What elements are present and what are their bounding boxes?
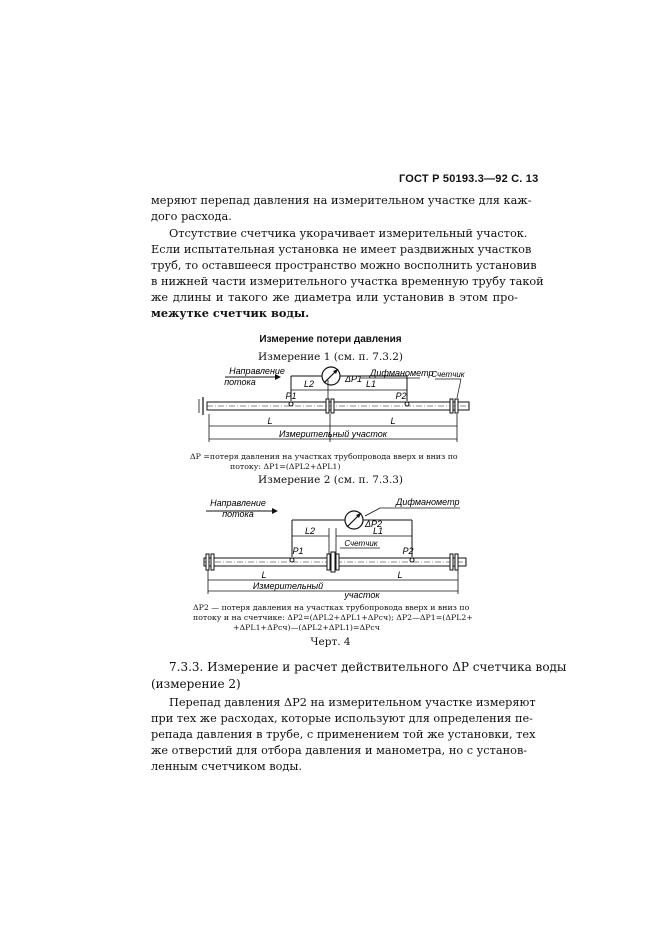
dim-L: L (390, 416, 396, 426)
meter-label: Счетчик (344, 539, 378, 548)
figure-label: Черт. 4 (310, 636, 351, 648)
manometer-label: Дифманометр (370, 368, 434, 378)
paragraph-line: же отверстий для отбора давления и манометра, но с установ- (151, 744, 528, 757)
tap-P1: P1 (292, 546, 304, 556)
figure-caption-2: Измерение 2 (см. п. 7.3.3) (257, 474, 404, 486)
paragraph-line: меряют перепад давления на измерительном участке для каж- (151, 194, 532, 207)
flow-label: потока (222, 509, 254, 519)
paragraph-line: репада давления в трубе, с применением той же установки, тех (151, 728, 536, 741)
figure-note: потоку и на счетчике: ΔP2=(ΔPL2+ΔPL1+ΔPсч); ΔP2—ΔP1=(ΔPL2+ (193, 613, 473, 622)
dim-L1: L1 (365, 379, 377, 389)
tap-P2: P2 (402, 546, 414, 556)
paragraph-line: дого расхода. (151, 210, 232, 223)
figure-note: +ΔPL1+ΔPсч)—(ΔPL2+ΔPL1)=ΔPсч (233, 623, 380, 632)
dim-L2: L2 (303, 379, 315, 389)
figure-title: Измерение потери давления (259, 334, 402, 345)
section-label: Измерительный участок (278, 429, 388, 439)
meter-label: Счетчик (431, 370, 465, 379)
paragraph-line: при тех же расходах, которые используют для определения пе- (151, 712, 533, 725)
flow-label: Направление (229, 366, 285, 376)
measurement-1-diagram (195, 366, 475, 450)
paragraph-line: Если испытательная установка не имеет раздвижных участков (151, 243, 532, 256)
dim-L1: L1 (372, 526, 384, 536)
paragraph-line: в нижней части измерительного участка временную трубу такой (151, 275, 544, 288)
figure-caption-1: Измерение 1 (см. п. 7.3.2) (257, 351, 404, 363)
figure-note: ΔP2 — потеря давления на участках трубопровода вверх и вниз по (193, 603, 470, 612)
paragraph-line: межутке счетчик воды. (151, 306, 310, 320)
flow-label: потока (224, 377, 256, 387)
dp-label: ΔP2 (365, 519, 383, 529)
dim-L: L (397, 570, 403, 580)
page-header: ГОСТ Р 50193.3—92 С. 13 (399, 173, 539, 185)
paragraph-line: труб, то оставшееся пространство можно восполнить установив (151, 259, 537, 272)
figure-note: ΔP =потеря давления на участках трубопровода вверх и вниз по (190, 452, 458, 461)
dp-label: ΔP1 (345, 374, 363, 384)
measurement-2-diagram (200, 494, 475, 600)
flow-label: Направление (210, 498, 266, 508)
paragraph-line: Перепад давления ΔP2 на измерительном участке измеряют (169, 696, 536, 709)
section-label: участок (344, 590, 380, 600)
tap-P1: P1 (285, 391, 297, 401)
paragraph-line: Отсутствие счетчика укорачивает измерительный участок. (169, 227, 528, 240)
section-label: Измерительный (252, 581, 324, 591)
section-heading: (измерение 2) (151, 677, 241, 691)
paragraph-line: ленным счетчиком воды. (151, 760, 302, 773)
dim-L: L (267, 416, 273, 426)
section-heading: 7.3.3. Измерение и расчет действительного ΔP счетчика воды (169, 660, 567, 674)
paragraph-line: же длины и такого же диаметра или установив в этом про- (151, 291, 518, 304)
tap-P2: P2 (395, 391, 407, 401)
dim-L: L (261, 570, 267, 580)
manometer-label: Дифманометр (396, 497, 460, 507)
dim-L2: L2 (304, 526, 316, 536)
figure-note: потоку: ΔP1=(ΔPL2+ΔPL1) (230, 462, 341, 471)
